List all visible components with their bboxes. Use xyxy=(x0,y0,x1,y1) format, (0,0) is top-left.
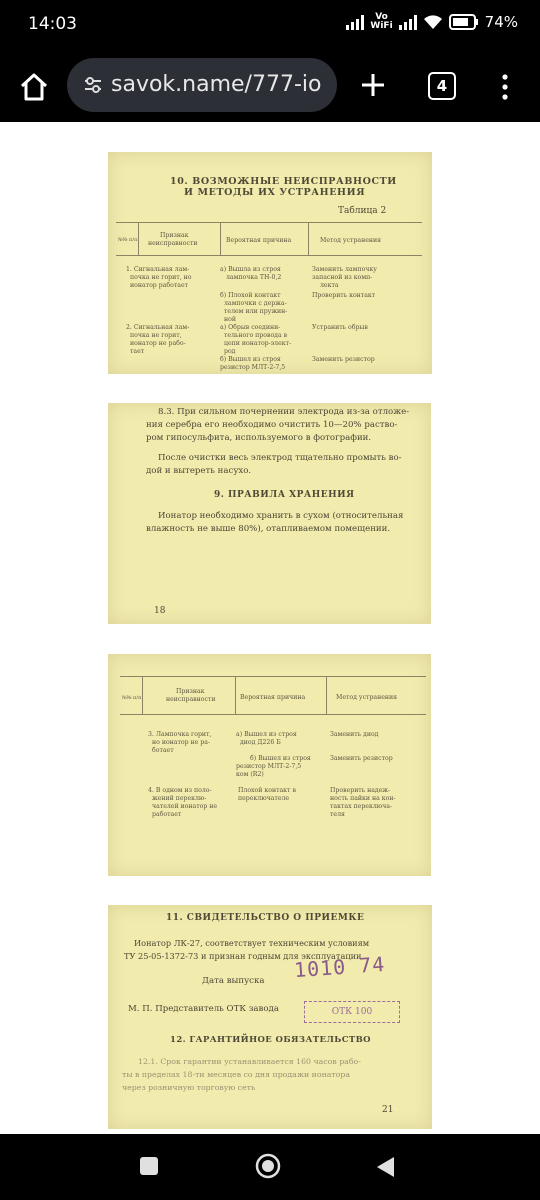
scan-page-3 xyxy=(108,654,431,876)
vowifi-label: Vo WiFi xyxy=(370,12,393,31)
p1-table-label: Таблица 2 xyxy=(338,206,387,216)
web-content[interactable] xyxy=(0,122,540,1134)
battery-icon xyxy=(449,14,479,30)
p1-r1b-cause-3: телем или пружин- xyxy=(224,308,288,315)
new-tab-button[interactable] xyxy=(358,70,388,100)
p3-r2-sign-4: работает xyxy=(152,811,182,818)
p3-r2-sign-3: чателей ионатор не xyxy=(152,803,218,810)
p2-para3-line2: влажность не выше 80%), отапливаемом помещении. xyxy=(146,524,391,534)
p1-col-sign-2: неисправности xyxy=(148,240,198,247)
p1-r2-cause-2: тельного провода в xyxy=(224,332,288,339)
p1-col-method: Метод устранения xyxy=(320,237,382,244)
wifi-icon xyxy=(423,14,443,30)
cell-signal-icon-2 xyxy=(399,14,417,30)
p1-r1b-cause-2: лампочки с держа- xyxy=(224,300,287,307)
p3-r2-sign-1: 4. В одном из поло- xyxy=(148,787,212,794)
p2-page-number: 18 xyxy=(154,606,166,616)
p2-heading: 9. ПРАВИЛА ХРАНЕНИЯ xyxy=(214,490,355,500)
browser-toolbar xyxy=(0,50,540,122)
p3-col-sign-2: неисправности xyxy=(166,696,216,703)
p1-col-cause: Вероятная причина xyxy=(226,237,292,244)
home-button[interactable] xyxy=(17,70,51,104)
p4-guarantee-line2: ты в пределах 18-ти месяцев со дня продажи ионатора xyxy=(122,1070,351,1079)
p1-r1-cause-1: а) Вышла из строя xyxy=(220,266,281,273)
p3-r1b-cause-2: резистор МЛТ-2-7,5 xyxy=(236,763,302,770)
p3-r1-sign-2: но ионатор не ра- xyxy=(152,739,211,746)
site-settings-icon[interactable] xyxy=(83,76,103,94)
p3-r1-method: Заменить диод xyxy=(330,731,379,738)
p1-r1-method-3: лекта xyxy=(320,282,339,289)
p3-r1b-cause-1: б) Вышел из строя xyxy=(250,755,311,762)
p3-r2-cause-2: переключателе xyxy=(238,795,290,802)
status-icons xyxy=(346,13,518,31)
p1-r1-method-1: Заменить лампочку xyxy=(312,266,377,273)
p1-r2b-method: Заменить резистор xyxy=(312,356,375,363)
p1-r1-method-2: запасной из комп- xyxy=(312,274,373,281)
p1-r2b-cause-2: резистор МЛТ-2-7,5 xyxy=(220,364,286,371)
p4-guarantee-line1: 12.1. Срок гарантии устанавливается 160 часов рабо- xyxy=(138,1057,361,1066)
p3-r2-method-4: теля xyxy=(330,811,345,818)
scan-page-2 xyxy=(108,403,431,624)
more-menu-button[interactable] xyxy=(500,72,510,102)
home-icon xyxy=(17,70,51,104)
p2-para2-line1: После очистки весь электрод тщательно промыть во- xyxy=(158,453,402,463)
p1-r2-sign-1: 2. Сигнальная лам- xyxy=(126,324,190,331)
url-text[interactable]: savok.name/777-io xyxy=(111,72,322,97)
recents-button[interactable] xyxy=(140,1157,158,1175)
p1-r2-sign-3: ионатор не рабо- xyxy=(130,340,186,347)
scan-page-4 xyxy=(108,905,432,1129)
back-button[interactable] xyxy=(374,1155,396,1179)
p3-r1-sign-3: ботает xyxy=(152,747,174,754)
p4-date-label: Дата выпуска xyxy=(202,976,265,986)
p4-line1: Ионатор ЛК-27, соответствует техническим условиям xyxy=(134,938,370,948)
p1-col-sign-1: Признак xyxy=(160,232,189,239)
back-triangle-icon xyxy=(374,1155,396,1179)
p4-heading2: 12. ГАРАНТИЙНОЕ ОБЯЗАТЕЛЬСТВО xyxy=(170,1035,371,1045)
status-bar xyxy=(0,0,540,50)
p4-heading1: 11. СВИДЕТЕЛЬСТВО О ПРИЕМКЕ xyxy=(166,913,365,923)
p1-title-1: 10. ВОЗМОЖНЫЕ НЕИСПРАВНОСТИ xyxy=(170,176,397,187)
nav-home-button[interactable] xyxy=(255,1153,281,1179)
p3-r1b-cause-3: ком (R2) xyxy=(236,771,264,778)
status-time: 14:03 xyxy=(28,14,77,34)
p2-para1-line3: ром гипосульфита, используемого в фотографии. xyxy=(146,433,372,443)
p3-r2-cause-1: Плохой контакт в xyxy=(238,787,296,794)
p1-r1-cause-2: лампочка ТН-0,2 xyxy=(226,274,282,281)
p2-para3-line1: Ионатор необходимо хранить в сухом (относительная xyxy=(158,511,404,521)
p4-otk-label: М. П. Представитель ОТК завода xyxy=(128,1004,279,1014)
system-nav-bar xyxy=(0,1134,540,1200)
p1-r2-cause-1: а) Обрыв соедини- xyxy=(220,324,281,331)
p1-r2b-cause-1: б) Вышел из строя xyxy=(220,356,281,363)
p3-r1-cause-2: диод Д226 Б xyxy=(240,739,281,746)
p1-r1b-cause-1: б) Плохой контакт xyxy=(220,292,281,299)
cell-signal-icon xyxy=(346,14,364,30)
p1-r2-sign-4: тает xyxy=(130,348,145,355)
p1-r2-cause-3: цепи ионатор-элект- xyxy=(224,340,292,347)
p3-r1b-method: Заменить резистор xyxy=(330,755,393,762)
p1-col-num: №№ п/п xyxy=(118,237,138,243)
p3-col-num: №№ п/п xyxy=(122,695,142,701)
home-circle-icon xyxy=(255,1153,281,1179)
p1-r1b-cause-4: ной xyxy=(224,316,236,323)
plus-icon xyxy=(358,70,388,100)
p3-r2-method-3: тактах переключа- xyxy=(330,803,393,810)
p1-r1-sign-1: 1. Сигнальная лам- xyxy=(126,266,190,273)
p3-r2-method-1: Проверить надеж- xyxy=(330,787,391,794)
scan-page-1 xyxy=(108,152,432,374)
p3-col-method: Метод устранения xyxy=(336,694,398,701)
p4-otk-stamp: ОТК 100 xyxy=(304,1001,400,1023)
battery-percent: 74% xyxy=(484,13,518,31)
p1-r1-sign-2: почка не горит, но xyxy=(130,274,192,281)
p3-r2-method-2: ность пайки на кон- xyxy=(330,795,396,802)
p1-title-2: И МЕТОДЫ ИХ УСТРАНЕНИЯ xyxy=(184,187,366,198)
address-bar[interactable] xyxy=(67,58,337,112)
p3-col-cause: Вероятная причина xyxy=(240,694,306,701)
p1-r2-method: Устранить обрыв xyxy=(312,324,368,331)
p4-page-number: 21 xyxy=(382,1105,394,1115)
tab-switcher-button[interactable]: 4 xyxy=(428,72,456,100)
p1-r1b-method: Проверить контакт xyxy=(312,292,376,299)
p3-r1-sign-1: 3. Лампочка горит, xyxy=(148,731,212,738)
p1-r2-sign-2: почка не горит, xyxy=(130,332,182,339)
p4-line2: ТУ 25-05-1372-73 и признан годным для эксплуатации. xyxy=(124,951,365,961)
p2-para2-line2: дой и вытереть насухо. xyxy=(146,466,252,476)
p4-date-stamp: 1010 74 xyxy=(293,951,387,983)
p1-r1-sign-3: ионатор работает xyxy=(130,282,189,289)
p1-r2-cause-4: род xyxy=(224,348,236,355)
p2-para1-line1: 8.3. При сильном почернении электрода из-за отложе- xyxy=(158,407,410,417)
p4-guarantee-line3: через розничную торговую сеть xyxy=(122,1083,256,1092)
p3-r1-cause-1: а) Вышел из строя xyxy=(236,731,297,738)
more-vert-icon xyxy=(500,72,510,102)
p3-col-sign-1: Признак xyxy=(176,688,205,695)
p3-r2-sign-2: жений переклю- xyxy=(152,795,207,802)
p2-para1-line2: ния серебра его необходимо очистить 10—20% раство- xyxy=(146,420,398,430)
